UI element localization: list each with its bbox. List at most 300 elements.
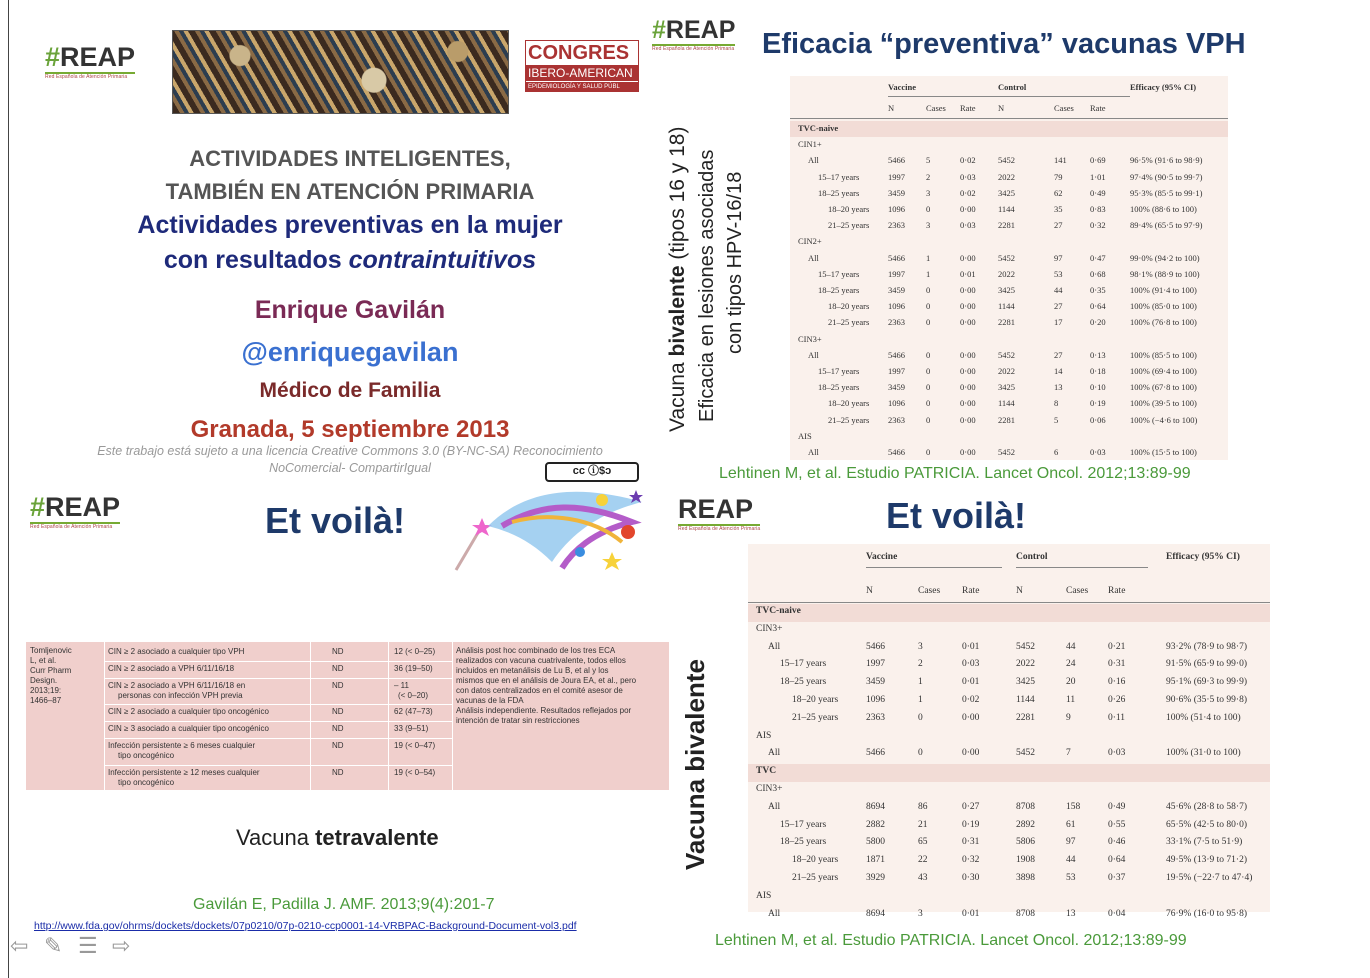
outcome-description: CIN ≥ 3 asociado a cualquier tipo oncogénico [108,724,269,733]
license-text-2: NoComercial- CompartirIgual [269,461,431,475]
table-cell: 65 [918,837,928,848]
efficacy-value: (< 0–20) [398,691,429,700]
creative-commons-badge: cc ⓘ$ↄ [545,462,639,482]
group-header-vaccine: Vaccine [888,82,917,92]
row-label: All [808,447,819,457]
table-cell: 2022 [998,268,1015,279]
table-cell: 100% (85·0 to 100) [1130,301,1197,312]
analysis-note: Análisis post hoc combinado de los tres ECA [456,646,616,655]
table-cell: 0 [926,414,931,425]
table-cell: 0 [926,285,931,295]
table-cell: 5 [1054,414,1059,425]
table-cell: 5466 [866,641,885,652]
table-cell: 0·47 [1090,252,1106,263]
row-divider [104,704,452,705]
table-cell: 0 [926,382,931,393]
study-reference: Curr Pharm [30,666,72,675]
table-cell: 1871 [866,855,885,866]
table-cell: 5466 [888,155,905,166]
table-cell: 3425 [1016,677,1035,688]
row-label: 15–17 years [780,659,827,670]
table-cell: 97 [1054,252,1063,263]
table-cell: 2363 [866,712,885,723]
nd-value: ND [332,664,344,673]
column-divider [388,642,389,790]
table-cell: 44 [1054,285,1063,295]
table-cell: 8708 [1016,908,1035,919]
table-cell: 0·00 [960,317,976,328]
header-rule [888,96,1000,97]
row-label: CIN1+ [798,139,822,150]
slide-heading: Et voilà! [886,495,1027,536]
table-cell: 3425 [998,382,1015,393]
table-cell: 8694 [866,801,885,812]
table-cell: 0·03 [962,659,980,670]
table-cell: 1144 [998,301,1015,312]
study-reference: Design. [30,676,58,685]
table-cell: 11 [1066,695,1076,705]
table-cell: 5452 [998,252,1015,263]
table-cell: 3 [926,220,931,231]
table-cell: 0·02 [962,695,980,705]
table-cell: 1997 [888,268,905,279]
table-cell: 0 [926,301,931,312]
outcome-description: tipo oncogénico [118,751,175,760]
row-label: 21–25 years [828,317,870,328]
table-cell: 100% (−4·6 to 100) [1130,414,1198,425]
table-cell: 1096 [888,301,905,312]
column-header: Cases [918,586,941,596]
arrow-right-icon[interactable]: ⇨ [112,933,131,958]
nd-value: ND [332,707,344,716]
table-cell: 0·01 [960,268,976,279]
table-cell: 89·4% (65·5 to 97·9) [1130,220,1203,231]
row-label: AIS [798,430,812,441]
mosaic-image [172,30,509,114]
table-cell: 100% (39·5 to 100) [1130,398,1197,409]
vaccine-caption: Vacuna tetravalente [236,825,439,850]
section-band [748,604,1270,622]
table-cell: 3898 [1016,873,1035,883]
magic-wand-illustration [452,482,648,574]
table-cell: 5806 [1016,837,1035,848]
table-cell: 0·46 [1108,837,1126,848]
table-cell: 0·21 [1108,641,1126,652]
efficacy-value: – 11 [394,681,409,690]
reap-logo: #REAP Red Española de Atención Primaria [30,492,121,530]
column-header: N [1016,586,1023,596]
table-cell: 53 [1054,268,1063,279]
table-cell: 0·03 [960,220,976,231]
row-label: All [768,748,781,759]
column-divider [104,642,105,790]
table-cell: 1144 [998,204,1015,214]
table-cell: 27 [1054,349,1063,360]
title-line-1: ACTIVIDADES INTELIGENTES, [189,146,511,171]
table-cell: 0·00 [960,382,976,393]
table-cell: 0·32 [1090,220,1106,231]
row-label: 18–25 years [818,187,860,198]
table-cell: 95·1% (69·3 to 99·9) [1166,677,1247,688]
row-divider [104,721,452,722]
table-cell: 100% (31·0 to 100) [1166,748,1241,759]
table-cell: 0 [926,366,931,376]
table-cell: 100% (88·6 to 100) [1130,204,1197,214]
table-cell: 6 [1054,447,1059,457]
table-cell: 0·83 [1090,204,1106,214]
table-cell: 0·02 [960,155,976,166]
outcome-description: CIN ≥ 2 asociado a VPH 6/11/16/18 [108,664,235,673]
table-cell: 5452 [1016,641,1035,652]
table-cell: 8694 [866,908,885,919]
table-cell: 1 [918,677,923,688]
table-cell: 1096 [888,398,905,409]
table-cell: 2022 [998,366,1015,376]
table-cell: 0·00 [960,285,976,295]
table-cell: 1·01 [1090,171,1106,182]
row-label: All [768,908,781,919]
row-label: All [768,641,781,652]
table-cell: 0 [918,712,923,723]
analysis-note: realizados con vacuna cuatrivalente, todos ellos [456,656,626,665]
reap-logo: #REAP Red Española de Atención Primaria [652,16,736,52]
table-cell: 0·11 [1108,712,1126,723]
outcome-description: personas con infección VPH previa [118,691,243,700]
table-cell: 0·10 [1090,382,1106,393]
nd-value: ND [332,741,344,750]
table-cell: 76·9% (16·0 to 95·8) [1166,908,1247,919]
efficacy-table [748,544,1270,919]
table-cell: 2281 [998,220,1015,231]
nd-value: ND [332,681,344,690]
table-cell: 21 [918,819,928,830]
table-cell: 0·55 [1108,819,1126,830]
table-cell: 96·5% (91·6 to 98·9) [1130,155,1203,166]
table-cell: 0·64 [1108,855,1126,866]
vertical-caption-2: Eficacia en lesiones asociadas [696,149,718,422]
row-label: All [768,801,781,812]
row-label: 18–25 years [818,382,860,393]
table-cell: 3459 [866,677,885,688]
table-cell: 43 [918,873,928,883]
table-cell: 141 [1054,155,1067,166]
table-cell: 35 [1054,204,1063,214]
table-cell: 0·00 [960,366,976,376]
table-cell: 0·03 [1108,748,1126,759]
pen-icon[interactable]: ✎ [44,933,63,958]
table-cell: 0·49 [1108,801,1126,812]
row-label: All [808,252,819,263]
column-header: Cases [926,103,946,113]
table-cell: 100% (15·5 to 100) [1130,447,1197,457]
table-cell: 20 [1066,677,1076,688]
tetravalent-table [26,642,669,790]
reap-logo: #REAP Red Española de Atención Primaria [45,42,136,80]
section-band [748,764,1270,782]
column-header: Cases [1066,586,1089,596]
study-reference: 1466–87 [30,696,62,705]
outcome-description: CIN ≥ 2 asociado a cualquier tipo oncogénico [108,707,269,716]
table-cell: 2363 [888,317,905,328]
table-cell: 22 [918,855,928,866]
slide-heading: Et voilà! [265,500,406,541]
section-band [790,121,1228,137]
table-cell: 100% (51·4 to 100) [1166,712,1241,723]
table-cell: 0·19 [1090,398,1106,409]
efficacy-table [790,76,1228,460]
table-cell: 2281 [1016,712,1035,723]
table-cell: 0 [926,317,931,328]
table-cell: 99·0% (94·2 to 100) [1130,252,1200,263]
table-cell: 65·5% (42·5 to 80·0) [1166,819,1247,830]
group-header-efficacy: Efficacy (95% CI) [1130,82,1197,92]
table-cell: 19·5% (−22·7 to 47·4) [1166,873,1253,883]
table-cell: 0 [918,748,923,759]
efficacy-value: 12 (< 0–25) [394,647,436,656]
table-cell: 0·00 [960,204,976,214]
column-header: N [888,103,895,113]
vertical-caption-1: Vacuna bivalente (tipos 16 y 18) [666,126,689,432]
column-divider [452,642,453,790]
table-cell: 0·01 [962,677,980,688]
column-header: Rate [960,103,976,113]
table-cell: 1144 [998,398,1015,409]
row-label: 18–20 years [792,695,839,705]
table-cell: 0·00 [960,398,976,409]
row-label: 21–25 years [792,712,839,723]
header-rule [790,118,1228,119]
table-cell: 3 [918,908,923,919]
subtitle-line-1: Actividades preventivas en la mujer [137,211,563,239]
twitter-handle[interactable]: @enriquegavilan [241,337,459,367]
table-cell: 0·04 [1108,908,1126,919]
table-cell: 5466 [866,748,885,759]
row-label: 21–25 years [792,873,839,883]
row-divider [104,678,452,679]
table-cell: 100% (69·4 to 100) [1130,366,1197,376]
table-cell: 1 [926,252,931,263]
table-cell: 1096 [888,204,905,214]
table-cell: 0·35 [1090,285,1106,295]
arrow-left-icon[interactable]: ⇦ [10,933,29,958]
row-label: 18–20 years [828,398,870,409]
table-cell: 3459 [888,382,905,393]
table-cell: 0·00 [960,301,976,312]
table-cell: 0·64 [1090,301,1106,312]
table-cell: 86 [918,801,928,812]
table-cell: 0·06 [1090,414,1106,425]
table-cell: 8 [1054,398,1059,409]
row-label: CIN3+ [756,784,783,794]
table-cell: 0·19 [962,819,980,830]
table-cell: 5466 [888,252,905,263]
table-cell: 0·03 [960,171,976,182]
table-cell: 13 [1054,382,1063,393]
table-cell: 98·1% (88·9 to 100) [1130,268,1200,279]
citation: Lehtinen M, et al. Estudio PATRICIA. Lancet Oncol. 2012;13:89-99 [719,465,1191,482]
table-cell: 0·00 [962,748,980,759]
column-header: Cases [1054,103,1074,113]
row-label: 18–25 years [780,677,827,688]
table-cell: 2882 [866,819,885,830]
table-cell: 49·5% (13·9 to 71·2) [1166,855,1247,866]
table-cell: 97 [1066,837,1076,848]
study-reference: L, et al. [30,656,57,665]
table-cell: 5452 [998,155,1015,166]
license-text-1: Este trabajo está sujeto a una licencia Creative Commons 3.0 (BY-NC-SA) Reconocimiento [97,444,603,458]
row-label: 18–20 years [828,204,870,214]
table-cell: 0 [926,398,931,409]
table-cell: 3459 [888,187,905,198]
nd-value: ND [332,768,344,777]
efficacy-value: 33 (9–51) [394,724,429,733]
table-cell: 14 [1054,366,1063,376]
table-cell: 3 [918,641,923,652]
row-label: 18–20 years [828,301,870,312]
page-edge-line [8,0,9,978]
table-cell: 0·20 [1090,317,1106,328]
row-label: CIN2+ [798,236,822,247]
outcome-description: Infección persistente ≥ 6 meses cualquier [108,741,256,750]
table-cell: 0·13 [1090,349,1106,360]
table-cell: 95·3% (85·5 to 99·1) [1130,187,1203,198]
table-cell: 5452 [998,349,1015,360]
table-cell: 0·26 [1108,695,1126,705]
outcome-description: tipo oncogénico [118,778,175,787]
table-cell: 1997 [866,659,885,670]
menu-icon[interactable]: ☰ [78,933,98,958]
table-cell: 2022 [998,171,1015,182]
row-label: TVC [756,766,777,777]
section-label: TVC-naive [798,123,839,133]
table-cell: 5452 [1016,748,1035,759]
row-label: AIS [756,890,772,901]
outcome-description: CIN ≥ 2 asociado a cualquier tipo VPH [108,647,245,656]
table-cell: 0·00 [962,712,980,723]
table-cell: 7 [1066,748,1071,759]
efficacy-value: 19 (< 0–54) [394,768,436,777]
table-cell: 100% (76·8 to 100) [1130,317,1197,328]
table-cell: 5 [926,155,931,166]
table-cell: 97·4% (90·5 to 99·7) [1130,171,1203,182]
table-cell: 1997 [888,366,905,376]
table-cell: 3425 [998,187,1015,198]
table-cell: 13 [1066,908,1076,919]
table-cell: 0·31 [962,837,980,848]
table-cell: 62 [1054,187,1063,198]
nd-value: ND [332,647,344,656]
congress-logo: CONGRES IBERO-AMERICAN EPIDEMIOLOGÍA Y SALUD PÚBL [525,40,639,92]
analysis-note: mismos que en el análisis de Joura EA, et al., pero [456,676,637,685]
row-label: 18–25 years [780,837,827,848]
table-cell: 8708 [1016,801,1035,812]
table-cell: 0·37 [1108,873,1126,883]
table-cell: 24 [1066,659,1076,670]
analysis-note: Análisis independiente. Resultados reflejados por [456,706,632,715]
table-cell: 0·16 [1108,677,1126,688]
analysis-note: vacunas de la FDA [456,696,524,705]
row-label: AIS [756,730,772,741]
vertical-caption-3: con tipos HPV-16/18 [724,171,746,354]
table-cell: 2 [926,171,931,182]
header-rule [1016,567,1148,568]
column-divider [310,642,311,790]
header-rule [748,602,1270,603]
event-date: Granada, 5 septiembre 2013 [190,416,510,443]
table-cell: 2363 [888,220,905,231]
citation: Lehtinen M, et al. Estudio PATRICIA. Lancet Oncol. 2012;13:89-99 [715,932,1187,949]
table-cell: 3459 [888,285,905,295]
author-role: Médico de Familia [259,379,441,402]
table-cell: 0 [926,447,931,457]
table-cell: 9 [1066,712,1071,723]
table-cell: 61 [1066,819,1076,830]
row-divider [104,738,452,739]
row-label: CIN3+ [756,623,783,634]
table-cell: 3929 [866,873,885,883]
table-cell: 5466 [888,349,905,360]
table-cell: 0·00 [960,349,976,360]
row-label: 15–17 years [818,268,860,279]
table-cell: 0 [926,204,931,214]
table-cell: 27 [1054,301,1063,312]
table-cell: 0·69 [1090,155,1106,166]
header-rule [998,96,1130,97]
table-cell: 5452 [998,447,1015,457]
table-cell: 0·01 [962,641,980,652]
table-cell: 1096 [866,695,885,705]
table-cell: 45·6% (28·8 to 58·7) [1166,801,1247,812]
table-cell: 0 [926,349,931,360]
table-cell: 1997 [888,171,905,182]
header-rule [866,567,1002,568]
table-cell: 100% (85·5 to 100) [1130,349,1197,360]
analysis-note: intención de tratar sin restricciones [456,716,580,725]
table-cell: 93·2% (78·9 to 98·7) [1166,641,1247,652]
efficacy-value: 19 (< 0–47) [394,741,436,750]
table-cell: 0·00 [960,447,976,457]
row-label: All [808,155,819,166]
table-cell: 0·18 [1090,366,1106,376]
table-cell: 0·68 [1090,268,1106,279]
column-header: Rate [962,586,980,596]
table-cell: 0·27 [962,801,980,812]
vertical-caption: Vacuna bivalente [680,659,710,870]
fda-document-link[interactable]: http://www.fda.gov/ohrms/dockets/dockets/07p0210/07p-0210-ccp0001-14-VRBPAC-Background-Document-vol3.pdf [34,920,577,932]
row-label: 18–20 years [792,855,839,866]
author-name: Enrique Gavilán [254,296,446,324]
table-cell: 2892 [1016,819,1035,830]
table-cell: 0·32 [962,855,980,866]
table-cell: 1 [918,695,923,705]
table-cell: 5800 [866,837,885,848]
citation: Gavilán E, Padilla J. AMF. 2013;9(4):201-7 [193,896,495,913]
table-cell: 3 [926,187,931,198]
reap-logo: REAP Red Española de Atención Primaria [678,494,761,532]
row-divider [104,661,452,662]
table-cell: 5466 [888,447,905,457]
group-header-control: Control [998,82,1027,92]
outcome-description: CIN ≥ 2 asociado a VPH 6/11/16/18 en [108,681,246,690]
efficacy-value: 36 (19–50) [394,664,433,673]
row-label: 15–17 years [818,366,860,376]
slide-heading: Eficacia “preventiva” vacunas VPH [762,28,1246,60]
table-cell: 44 [1066,855,1076,866]
table-cell: 2 [918,659,923,670]
table-cell: 44 [1066,641,1076,652]
column-header: Rate [1090,103,1106,113]
row-label: 15–17 years [780,819,827,830]
